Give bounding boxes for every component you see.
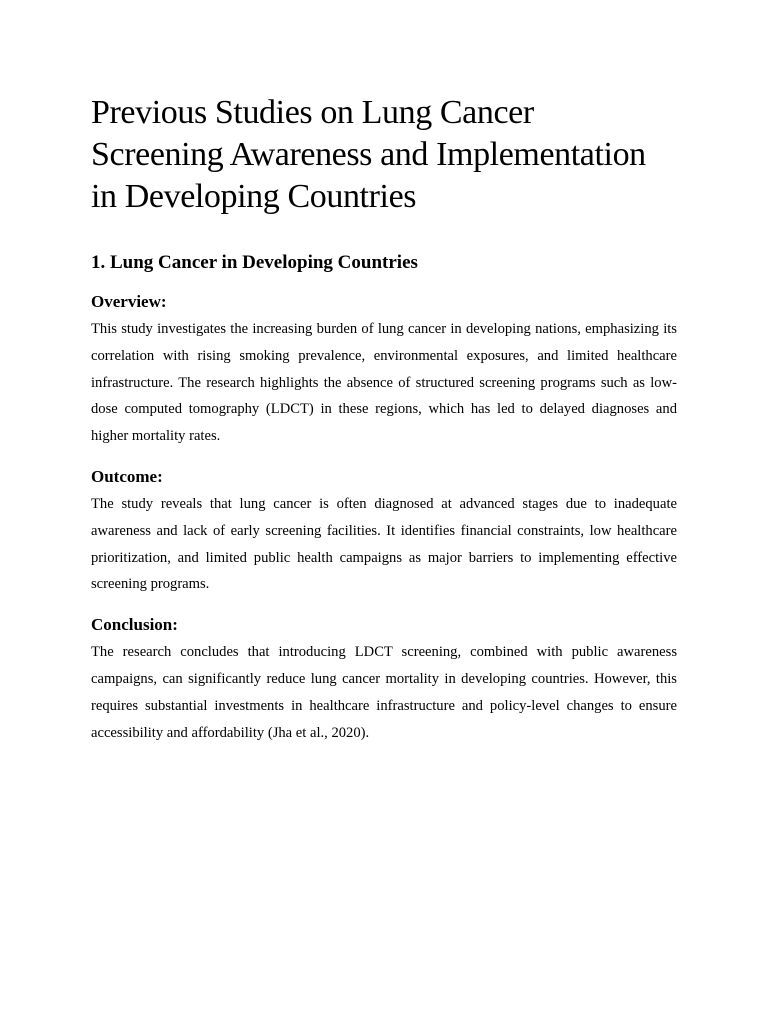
title-line-2: Screening Awareness and Implementation — [91, 136, 646, 173]
document-title — [91, 92, 677, 218]
outcome-heading: Outcome: — [91, 466, 163, 486]
conclusion-paragraph: The research concludes that introducing LDCT screening, combined with public awareness campaigns, can significantly reduce lung cancer mortality in developing countries. However, this requires substantial investments in healthcare infrastructure and policy-level changes to ensure accessibility and affordability (Jha et al., 2020). — [91, 644, 677, 741]
overview-paragraph: This study investigates the increasing burden of lung cancer in developing nations, emphasizing its correlation with rising smoking prevalence, environmental exposures, and limited healthcare infrastructure. The research highlights the absence of structured screening programs such as low-dose computed tomography (LDCT) in these regions, which has led to delayed diagnoses and higher mortality rates. — [91, 321, 677, 445]
section-heading: 1. Lung Cancer in Developing Countries — [91, 252, 418, 273]
document-page — [91, 92, 677, 746]
outcome-paragraph: The study reveals that lung cancer is often diagnosed at advanced stages due to inadequate awareness and lack of early screening facilities. It identifies financial constraints, low healthcare prioritization, and limited public health campaigns as major barriers to implementing effective screening programs. — [91, 495, 677, 593]
title-line-3: in Developing Countries — [91, 178, 417, 215]
conclusion-heading: Conclusion: — [91, 615, 178, 635]
overview-heading: Overview: — [91, 292, 167, 311]
title-line-1: Previous Studies on Lung Cancer — [91, 94, 534, 131]
